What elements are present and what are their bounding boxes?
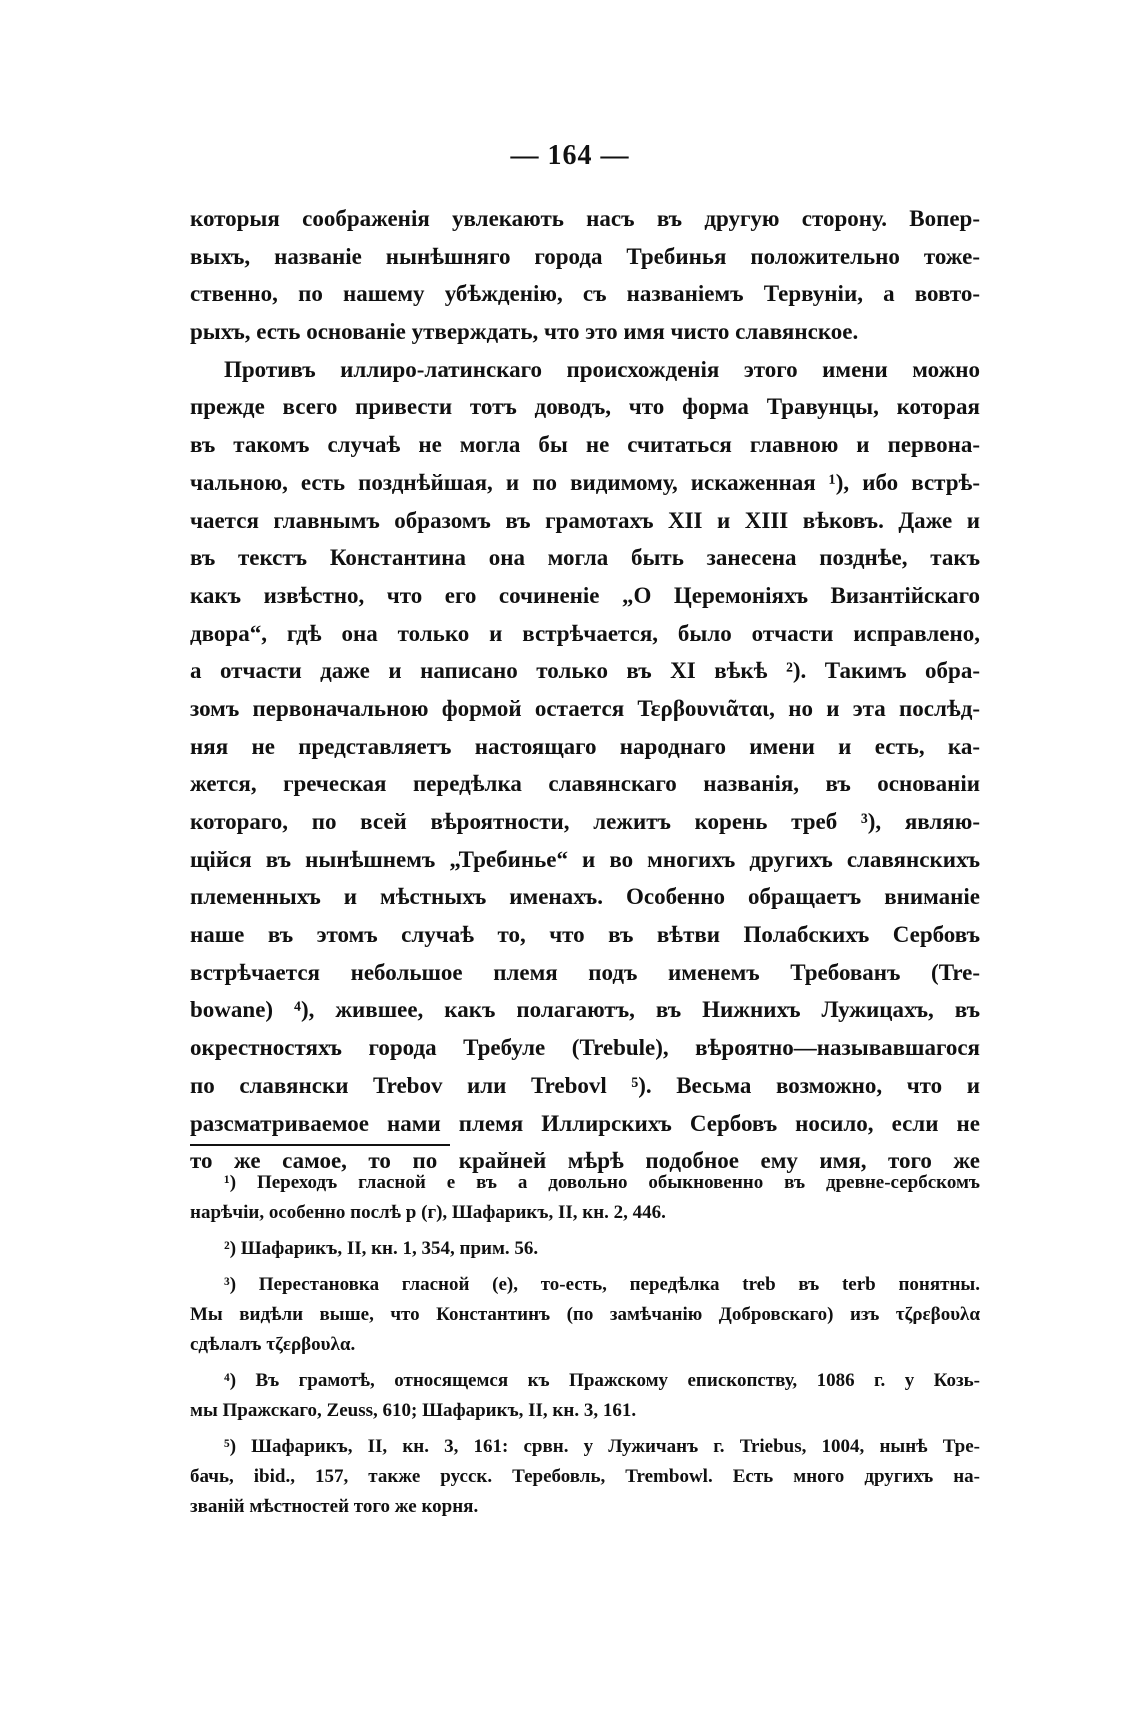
text-line: жется, греческая передѣлка славянскаго названія, въ основаніи	[190, 771, 980, 797]
text-line: котораго, по всей вѣроятности, лежитъ корень треб ³), являю-	[190, 809, 980, 834]
footnote-line: ³) Перестановка гласной (е), то-есть, передѣлка treb въ terb понятны.	[224, 1274, 980, 1295]
text-line: окрестностяхъ города Требуле (Trebule), вѣроятно—называвшагося	[190, 1035, 980, 1061]
footnote-line: Мы видѣли выше, что Константинъ (по замѣчанію Добровскаго) изъ τζρεβουλα	[190, 1304, 980, 1325]
footnote-line: мы Пражскаго, Zeuss, 610; Шафарикъ, II, кн. 3, 161.	[190, 1400, 637, 1421]
text-line: чается главнымъ образомъ въ грамотахъ XII и XIII вѣковъ. Даже и	[190, 507, 980, 533]
text-line: а отчасти даже и написано только въ XI вѣкѣ ²). Такимъ обра-	[190, 658, 980, 684]
footnote-line: ²) Шафарикъ, II, кн. 1, 354, прим. 56.	[224, 1238, 539, 1259]
text-line: въ текстъ Константина она могла быть занесена позднѣе, такъ	[190, 545, 980, 571]
footnote-line: званій мѣстностей того же корня.	[190, 1496, 479, 1517]
text-line: зомъ первоначальною формой остается Τερβουνιᾶται, но и эта послѣд-	[190, 695, 980, 721]
footnote	[190, 1366, 980, 1426]
footnotes	[190, 1168, 980, 1522]
footnote-line: сдѣлалъ τζερβουλα.	[190, 1334, 356, 1355]
text-line: рыхъ, есть основаніе утверждать, что это имя чисто славянское.	[190, 319, 859, 345]
text-line: прежде всего привести тотъ доводъ, что форма Травунцы, которая	[190, 394, 980, 420]
text-line: bowane) ⁴), жившее, какъ полагаютъ, въ Нижнихъ Лужицахъ, въ	[190, 997, 980, 1023]
text-line: няя не представляетъ настоящаго народнаго имени и есть, ка-	[190, 733, 980, 759]
text-line: то же самое, то по крайней мѣрѣ подобное ему имя, того же	[190, 1148, 980, 1174]
text-line: встрѣчается небольшое племя подъ именемъ Требованъ (Tre-	[190, 959, 980, 985]
text-line: чальною, есть позднѣйшая, и по видимому, искаженная ¹), ибо встрѣ-	[190, 469, 980, 495]
footnote	[190, 1234, 980, 1264]
footnote-line: нарѣчіи, особенно послѣ р (г), Шафарикъ, II, кн. 2, 446.	[190, 1202, 666, 1223]
text-line: племенныхъ и мѣстныхъ именахъ. Особенно обращаетъ вниманіе	[190, 884, 980, 910]
footnote	[190, 1168, 980, 1228]
page-number: — 164 —	[510, 140, 630, 171]
text-line: какъ извѣстно, что его сочиненіе „О Церемоніяхъ Византійскаго	[190, 582, 980, 608]
text-line: ственно, по нашему убѣжденію, съ названіемъ Тервуніи, а вовто-	[190, 281, 980, 307]
text-line: разсматриваемое нами племя Иллирскихъ Сербовъ носило, если не	[190, 1110, 980, 1136]
footnote-divider	[190, 1144, 450, 1146]
text-line: въ такомъ случаѣ не могла бы не считаться главною и первона-	[190, 432, 980, 458]
footnote-line: ¹) Переходъ гласной е въ а довольно обыкновенно въ древне-сербскомъ	[224, 1172, 980, 1193]
text-line: наше въ этомъ случаѣ то, что въ вѣтви Полабскихъ Сербовъ	[190, 922, 980, 948]
footnote-line: бачь, ibid., 157, также русск. Теребовль, Trembowl. Есть много другихъ на-	[190, 1466, 980, 1487]
main-text	[190, 200, 980, 1180]
text-line: двора“, гдѣ она только и встрѣчается, было отчасти исправлено,	[190, 620, 980, 646]
text-line: которыя соображенія увлекають насъ въ другую сторону. Вопер-	[190, 206, 980, 231]
text-line: щійся въ нынѣшнемъ „Требинье“ и во многихъ другихъ славянскихъ	[190, 846, 980, 872]
footnote-line: ⁴) Въ грамотѣ, относящемся къ Пражскому епископству, 1086 г. у Козь-	[224, 1370, 980, 1391]
text-line: выхъ, названіе нынѣшняго города Требинья положительно тоже-	[190, 243, 980, 269]
footnote	[190, 1432, 980, 1522]
text-line: по славянски Trebov или Trebovl ⁵). Весьма возможно, что и	[190, 1072, 980, 1098]
text-line: Противъ иллиро-латинскаго происхожденія этого имени можно	[224, 356, 980, 382]
footnote-line: ⁵) Шафарикъ, II, кн. 3, 161: срвн. у Лужичанъ г. Triebus, 1004, нынѣ Тре-	[224, 1436, 980, 1457]
footnote	[190, 1270, 980, 1360]
